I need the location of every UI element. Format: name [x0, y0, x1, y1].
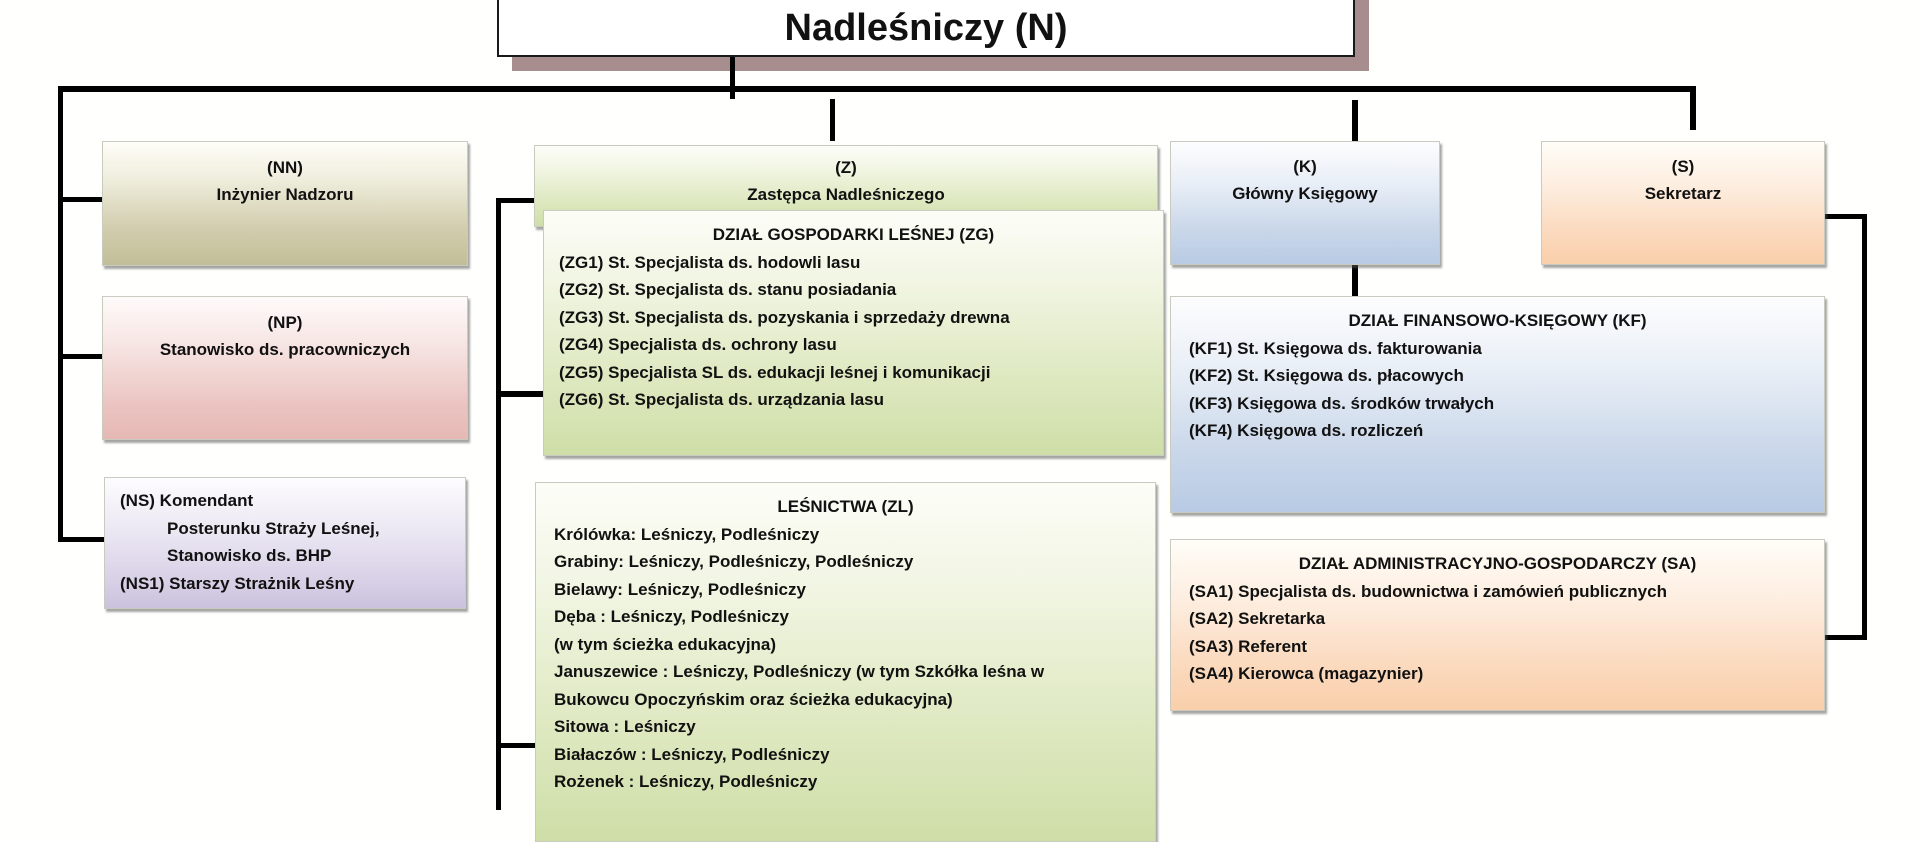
- unit-title: Sekretarz: [1644, 184, 1722, 203]
- unit-box-nn: [102, 141, 468, 266]
- connector-s-right-out: [1825, 214, 1867, 219]
- position-item: (KF2) St. Księgowa ds. płacowych: [1189, 366, 1464, 385]
- unit-box-ns: [104, 477, 466, 609]
- unit-code: (NN): [267, 158, 303, 177]
- connector-to-np: [58, 354, 102, 359]
- forest-district-item: Grabiny: Leśniczy, Podleśniczy, Podleśniczy: [554, 552, 914, 571]
- connector-left-vertical: [58, 86, 63, 542]
- position-item: (KF3) Księgowa ds. środków trwałych: [1189, 393, 1495, 413]
- ns-line: (NS) Komendant: [120, 491, 254, 510]
- position-list: [1189, 335, 1824, 445]
- unit-code: (K): [1293, 157, 1317, 176]
- connector-k-stem: [1352, 100, 1358, 141]
- position-item: (KF1) St. Księgowa ds. fakturowania: [1189, 338, 1482, 358]
- forest-district-item: Dęba : Leśniczy, Podleśniczy: [554, 607, 789, 626]
- connector-to-ns: [58, 537, 104, 542]
- forest-district-item: Bielawy: Leśniczy, Podleśniczy: [554, 579, 806, 599]
- position-item: (ZG3) St. Specjalista ds. pozyskania i sprzedaży drewna: [559, 307, 1010, 327]
- position-item: (ZG5) Specjalista SL ds. edukacji leśnej i komunikacji: [559, 362, 991, 382]
- position-list: [559, 249, 1163, 414]
- department-title: LEŚNICTWA (ZL): [777, 497, 914, 516]
- department-box-zg: [543, 210, 1164, 456]
- position-item: (SA4) Kierowca (magazynier): [1189, 664, 1424, 683]
- forest-district-item: Białaczów : Leśniczy, Podleśniczy: [554, 744, 830, 764]
- forest-district-item: (w tym ścieżka edukacyjna): [554, 634, 777, 654]
- forest-district-item: Januszewice : Leśniczy, Podleśniczy (w tym Szkółka leśna w: [554, 662, 1045, 681]
- position-item: (SA1) Specjalista ds. budownictwa i zamówień publicznych: [1189, 581, 1667, 601]
- position-item: (ZG1) St. Specjalista ds. hodowli lasu: [559, 252, 861, 272]
- connector-to-nn: [58, 197, 102, 202]
- connector-to-z: [496, 198, 536, 203]
- ns-line: (NS1) Starszy Strażnik Leśny: [120, 573, 355, 593]
- connector-s-to-sa: [1825, 635, 1867, 640]
- forest-district-item: Bukowcu Opoczyńskim oraz ścieżka edukacyjna): [554, 689, 953, 709]
- connector-z-vertical: [496, 198, 501, 810]
- root-box-nadlesniczy: [497, 0, 1355, 57]
- unit-title: Główny Księgowy: [1232, 184, 1378, 203]
- department-box-sa: [1170, 539, 1825, 711]
- unit-box-s: [1541, 141, 1825, 265]
- department-title: DZIAŁ ADMINISTRACYJNO-GOSPODARCZY (SA): [1298, 554, 1697, 573]
- position-item: (KF4) Księgowa ds. rozliczeń: [1189, 421, 1424, 440]
- forest-district-list: [554, 521, 1155, 796]
- unit-code: (NP): [267, 313, 303, 332]
- connector-main-horizontal: [58, 86, 1696, 92]
- position-item: (SA2) Sekretarka: [1189, 609, 1326, 628]
- ns-line: Posterunku Straży Leśnej,: [167, 518, 380, 538]
- connector-s-stem: [1690, 86, 1696, 130]
- unit-box-np: [102, 296, 468, 440]
- root-label: Nadleśniczy (N): [784, 7, 1068, 49]
- unit-title: Inżynier Nadzoru: [216, 185, 354, 204]
- ns-line: Stanowisko ds. BHP: [167, 546, 332, 565]
- department-box-kf: [1170, 296, 1825, 513]
- connector-k-to-kf: [1352, 265, 1358, 297]
- unit-box-k: [1170, 141, 1440, 265]
- unit-title: Stanowisko ds. pracowniczych: [159, 340, 411, 359]
- connector-root-stem: [730, 57, 735, 99]
- position-item: (SA3) Referent: [1189, 636, 1308, 656]
- connector-to-zl: [496, 743, 536, 748]
- position-list: [1189, 578, 1824, 688]
- position-item: (ZG2) St. Specjalista ds. stanu posiadania: [559, 280, 897, 299]
- connector-s-right-vertical: [1862, 214, 1867, 640]
- connector-z-stem: [830, 99, 835, 141]
- unit-code: (S): [1671, 157, 1695, 176]
- connector-to-zg: [496, 391, 544, 397]
- department-title: DZIAŁ FINANSOWO-KSIĘGOWY (KF): [1348, 311, 1647, 330]
- position-item: (ZG6) St. Specjalista ds. urządzania lasu: [559, 390, 884, 409]
- forest-district-item: Rożenek : Leśniczy, Podleśniczy: [554, 772, 818, 791]
- position-item: (ZG4) Specjalista ds. ochrony lasu: [559, 335, 837, 354]
- department-box-zl: [535, 482, 1156, 842]
- unit-title: Zastępca Nadleśniczego: [747, 185, 945, 204]
- department-title: DZIAŁ GOSPODARKI LEŚNEJ (ZG): [712, 225, 995, 244]
- forest-district-item: Królówka: Leśniczy, Podleśniczy: [554, 524, 820, 544]
- forest-district-item: Sitowa : Leśniczy: [554, 717, 696, 736]
- unit-code: (Z): [835, 158, 857, 177]
